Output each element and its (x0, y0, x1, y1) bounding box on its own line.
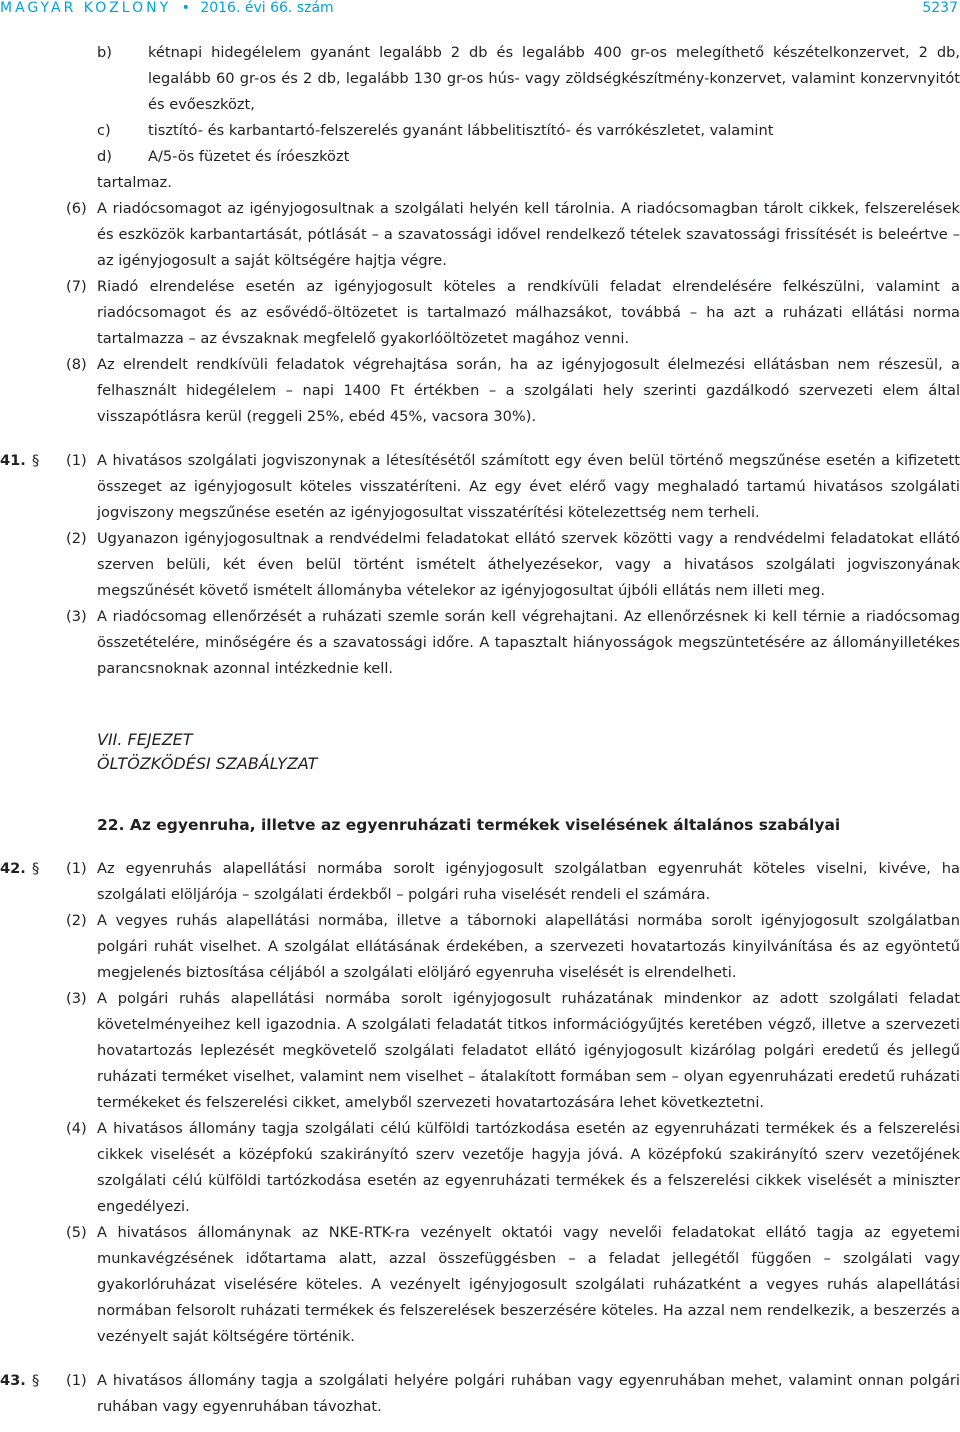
paragraph-text: A riadócsomag ellenőrzését a ruházati szemle során kell végrehajtani. Az ellenőrzésnek ki kell térnie a riadócsomag összetételére, minőségére és a szavatossági időre. A tapasztalt hiányosságok megszüntetésére az állományilletékes parancsnoknak azonnal intézkednie kell. (97, 608, 960, 677)
header-separator: • (181, 0, 190, 16)
section-42-paragraph-4 (0, 1116, 960, 1220)
chapter-title: ÖLTÖZKÖDÉSI SZABÁLYZAT (97, 754, 318, 773)
item-text: tisztító- és karbantartó-felszerelés gyanánt lábbelitisztító- és varrókészletet, valamint (148, 122, 774, 139)
page-header (0, 0, 960, 20)
section-42-paragraph-5 (0, 1220, 960, 1350)
section-mark: § (32, 860, 40, 877)
paragraph-text: A hivatásos szolgálati jogviszonynak a létesítésétől számított egy éven belül történő megszűnése esetén a kifizetett összeget az igényjogosult köteles visszatéríteni. Az egy évet elérő vagy meghaladó tartamú hivatásos szolgálati jogviszony megszűnése esetén az igényjogosultat visszatérítési kötelezettség nem terheli. (97, 452, 960, 521)
paragraph-6 (0, 196, 960, 274)
item-text: kétnapi hidegélelem gyanánt legalább 2 db és legalább 400 gr-os melegíthető készételkonzervet, 2 db, legalább 60 gr-os és 2 db, legalább 130 gr-os hús- vagy zöldségkészítmény-konzervet, valamint konzervnyitót és evőeszközt, (148, 44, 960, 113)
paragraph-text: A hivatásos állománynak az NKE-RTK-ra vezényelt oktatói vagy nevelői feladatokat ellátó tagja az egyetemi munkavégzésének időtartama alatt, azzal összefüggésben – a feladat jellegétől függően – szolgálati vagy gyakorlóruházat viselésére köteles. A vezényelt igényjogosult szolgálati ruházatként a vegyes ruhás alapellátási normában felsorolt ruházati termékek és felszerelések beszerzésére köteles. Ha azzal nem rendelkezik, a beszerzés a vezényelt saját költségére történik. (97, 1224, 960, 1345)
section-mark: § (32, 1372, 40, 1389)
list-item-b (0, 40, 960, 118)
paragraph-text: Ugyanazon igényjogosultnak a rendvédelmi feladatokat ellátó szervek közötti vagy a rendvédelmi feladatokat ellátó szerven belüli, két éven belül történt ismételt áthelyezésekor, vagy a hivatásos szolgálati jogviszonyának megszűnését követő ismételt állományba vételekor az igényjogosultat újbóli ellátás nem illeti meg. (97, 530, 960, 599)
page-number: 5237 (922, 0, 958, 16)
section-42-paragraph-3 (0, 986, 960, 1116)
issue-number: 2016. évi 66. szám (200, 0, 334, 16)
paragraph-label: (3) (66, 990, 87, 1007)
paragraph-label: (2) (66, 912, 87, 929)
section-41-paragraph-1 (0, 448, 960, 526)
section-41-paragraph-3 (0, 604, 960, 682)
section-number: 41. (0, 452, 26, 469)
paragraph-label: (1) (66, 1372, 87, 1389)
list-item-c (0, 118, 960, 144)
paragraph-label: (2) (66, 530, 87, 547)
chapter-number: VII. FEJEZET (97, 730, 193, 749)
list-item-d (0, 144, 960, 170)
journal-name: MAGYAR KÖZLÖNY (0, 0, 172, 16)
item-text: A/5-ös füzetet és íróeszközt (148, 148, 350, 165)
section-43-paragraph-1 (0, 1368, 960, 1420)
section-number: 42. (0, 860, 26, 877)
paragraph-text: Riadó elrendelése esetén az igényjogosult köteles a rendkívüli feladat elrendelésére felkészülni, valamint a riadócsomagot és az esővédő-öltözetet is tartalmazó málhazsákot, továbbá – ha azt a ruházati ellátási norma tartalmazza – az évszaknak megfelelő gyakorlóöltözetet magához venni. (97, 278, 960, 347)
paragraph-text: A polgári ruhás alapellátási normába sorolt igényjogosult ruházatának mindenkor az adott szolgálati feladat követelményeihez kell igazodnia. A szolgálati feladatát titkos információgyűjtés keretében végző, illetve a szervezeti hovatartozás leplezését megkövetelő szolgálati feladatot ellátó igényjogosult kizárólag polgári eredetű és jellegű ruházati terméket viselhet, valamint nem viselhet – átalakított formában sem – olyan egyenruházati eredetű ruházati termékeket és felszerelési cikket, amelyből szervezeti hovatartozására lehet következtetni. (97, 990, 960, 1111)
paragraph-text: A hivatásos állomány tagja a szolgálati helyére polgári ruhában vagy egyenruhában mehet, valamint onnan polgári ruhában vagy egyenruhában távozhat. (97, 1372, 960, 1415)
paragraph-8 (0, 352, 960, 430)
item-label: b) (97, 44, 112, 61)
paragraph-label: (5) (66, 1224, 87, 1241)
section-number: 43. (0, 1372, 26, 1389)
paragraph-7 (0, 274, 960, 352)
paragraph-text: A hivatásos állomány tagja szolgálati célú külföldi tartózkodása esetén az egyenruházati termékek és a felszerelési cikkek viselését a középfokú szakirányító szerv vezetője hagyja jóvá. A középfokú szakirányító szerv vezetőjének szolgálati célú külföldi tartózkodása esetén az egyenruházati termékek és a felszerelési cikkek viselését a miniszter engedélyezi. (97, 1120, 960, 1215)
paragraph-label: (8) (66, 356, 87, 373)
paragraph-text: Az elrendelt rendkívüli feladatok végrehajtása során, ha az igényjogosult élelmezési ellátásban nem részesül, a felhasznált hidegélelem – napi 1400 Ft értékben – a szolgálati hely szerinti gazdálkodó szervezeti elem által visszapótlásra kerül (reggeli 25%, ebéd 45%, vacsora 30%). (97, 356, 960, 425)
chapter-heading (0, 728, 960, 776)
paragraph-label: (1) (66, 452, 87, 469)
item-label: c) (97, 122, 111, 139)
section-41-paragraph-2 (0, 526, 960, 604)
paragraph-label: (3) (66, 608, 87, 625)
paragraph-text: A vegyes ruhás alapellátási normába, illetve a tábornoki alapellátási normába sorolt igényjogosult szolgálatban polgári ruhát viselhet. A szolgálat ellátásának érdekében, a szervezeti hovatartozás kinyilvánítása és az egyöntetű megjelenés biztosítása céljából a szolgálati elöljáró egyenruha viselését is elrendelheti. (97, 912, 960, 981)
paragraph-text: Az egyenruhás alapellátási normába sorolt igényjogosult szolgálatban egyenruhát köteles viselni, kivéve, ha szolgálati elöljárója – szolgálati érdekből – polgári ruha viselését rendeli el számára. (97, 860, 960, 903)
paragraph-label: (1) (66, 860, 87, 877)
paragraph-text: A riadócsomagot az igényjogosultnak a szolgálati helyén kell tárolnia. A riadócsomagban tárolt cikkek, felszerelések és eszközök karbantartását, pótlását – a szavatossági idővel rendelkező tételek szavatossági frissítését is beleértve – az igényjogosult a saját költségére hajtja végre. (97, 200, 960, 269)
section-42-paragraph-2 (0, 908, 960, 986)
list-closing-text (0, 170, 960, 196)
document-body (0, 40, 960, 1420)
subsection-title: 22. Az egyenruha, illetve az egyenruházati termékek viselésének általános szabályai (97, 816, 841, 834)
header-journal-info (0, 0, 334, 16)
item-label: d) (97, 148, 112, 165)
paragraph-label: (7) (66, 278, 87, 295)
section-42-paragraph-1 (0, 856, 960, 908)
item-text: tartalmaz. (97, 174, 172, 191)
paragraph-label: (6) (66, 200, 87, 217)
section-mark: § (32, 452, 40, 469)
paragraph-label: (4) (66, 1120, 87, 1137)
